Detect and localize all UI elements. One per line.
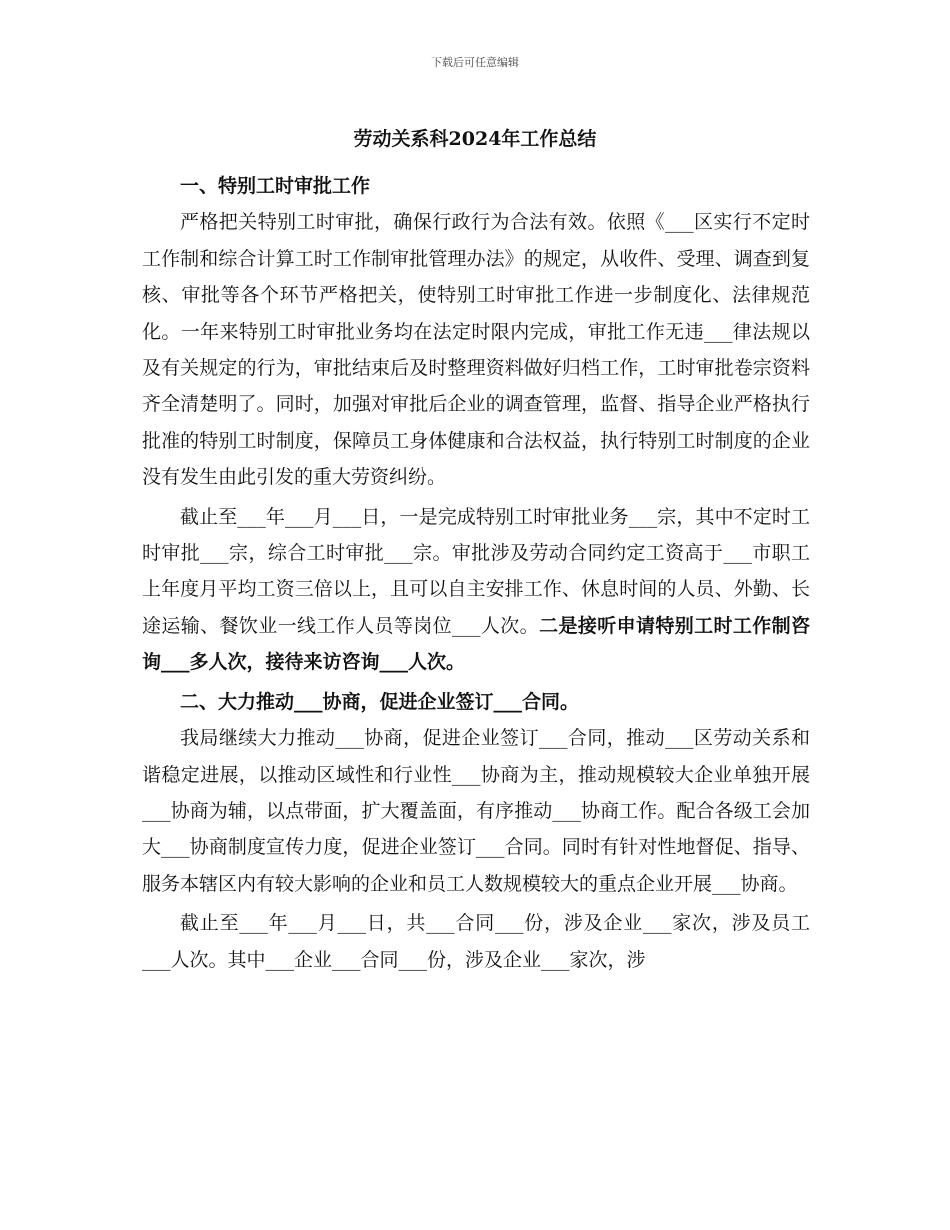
section-2-paragraph-1: 我局继续大力推动___协商，促进企业签订___合同，推动___区劳动关系和谐稳定进展，以推动区域性和行业性___协商为主，推动规模较大企业单独开展___协商为辅，以点带面，扩大覆盖面，有序推动___协商工作。配合各级工会加大___协商制度宣传力度，促进企业签订___合同。同时有针对性地督促、指导、服务本辖区内有较大影响的企业和员工人数规模较大的重点企业开展___协商。 <box>142 727 810 895</box>
section-2-paragraph-2: 截止至___年___月___日，共___合同___份，涉及企业___家次，涉及员工___人次。其中___企业___合同___份，涉及企业___家次，涉 <box>142 912 810 971</box>
paragraph-2-bold-text: 二是接听申请特别工时工作制咨询___多人次，接待来访咨询___人次。 <box>142 614 810 674</box>
paragraph-2-text: 截止至___年___月___日，一是完成特别工时审批业务___宗，其中不定时工时审批___宗，综合工时审批___宗。审批涉及劳动合同约定工资高于___市职工上年度月平均工资三倍以上，且可以自主安排工作、休息时间的人员、外勤、长途运输、餐饮业一线工作人员等岗位___人次。 <box>142 505 810 637</box>
section-1-heading: 一、特别工时审批工作 <box>180 175 371 197</box>
section-1-paragraph-1: 严格把关特别工时审批，确保行政行为合法有效。依照《___区实行不定时工作制和综合计算工时工作制审批管理办法》的规定，从收件、受理、调查到复核、审批等各个环节严格把关，使特别工时审批工作进一步制度化、法律规范化。一年来特别工时审批业务均在法定时限内完成，审批工作无违___律法规以及有关规定的行为，审批结束后及时整理资料做好归档工作，工时审批卷宗资料齐全清楚明了。同时，加强对审批后企业的调查管理，监督、指导企业严格执行批准的特别工时制度，保障员工身体健康和合法权益，执行特别工时制度的企业没有发生由此引发的重大劳资纠纷。 <box>142 211 810 489</box>
document-body <box>142 168 810 978</box>
header-note: 下载后可任意编辑 <box>431 56 519 69</box>
section-2-heading: 二、大力推动___协商，促进企业签订___合同。 <box>180 690 580 713</box>
section-1-paragraph-2 <box>142 499 810 681</box>
document-title: 劳动关系科2024年工作总结 <box>353 128 597 150</box>
